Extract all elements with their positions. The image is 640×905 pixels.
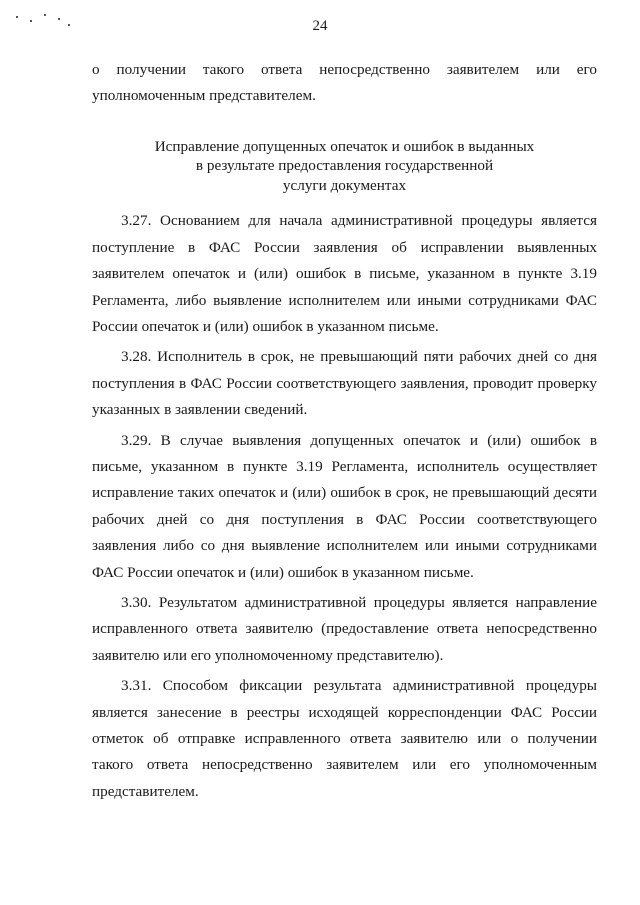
paragraph-3-31: 3.31. Способом фиксации результата административной процедуры является занесение в реестры исходящей корреспонденции ФАС России отметок об отправке исправленного ответа заявителю или о получении такого ответа непосредственно заявителем или его уполномоченным представителем. xyxy=(92,677,597,800)
scan-dot xyxy=(44,14,46,16)
paragraph-3-28: 3.28. Исполнитель в срок, не превышающий пяти рабочих дней со дня поступления в ФАС России соответствующего заявления, проводит проверку указанных в заявлении сведений. xyxy=(92,348,597,419)
section-heading xyxy=(92,137,597,196)
paragraph-3-30: 3.30. Результатом административной процедуры является направление исправленного ответа заявителю (предоставление ответа непосредственно заявителю или его уполномоченному представителю). xyxy=(92,594,597,664)
document-body xyxy=(92,57,597,805)
intro-paragraph: о получении такого ответа непосредственно заявителем или его уполномоченным представителем. xyxy=(92,61,597,105)
heading-line: услуги документах xyxy=(282,176,407,194)
heading-line: в результате предоставления государственной xyxy=(195,157,494,175)
page-number: 24 xyxy=(312,18,328,34)
heading-line: Исправление допущенных опечаток и ошибок в выданных xyxy=(154,137,535,155)
paragraph-3-27: 3.27. Основанием для начала административной процедуры является поступление в ФАС России заявления об исправлении выявленных заявителем опечаток и (или) ошибок в письме, указанном в пункте 3.19 Регламента, либо выявление исполнителем или иными сотрудниками ФАС России опечаток и (или) ошибок в указанном письме. xyxy=(92,212,597,335)
paragraph-3-29: 3.29. В случае выявления допущенных опечаток и (или) ошибок в письме, указанном в пункте 3.19 Регламента, исполнитель осуществляет исправление таких опечаток и (или) ошибок в срок, не превышающий десяти рабочих дней со дня поступления в ФАС России соответствующего заявления либо со дня выявление исполнителем или иными сотрудниками ФАС России опечаток и (или) ошибок в указанном письме. xyxy=(92,431,597,581)
